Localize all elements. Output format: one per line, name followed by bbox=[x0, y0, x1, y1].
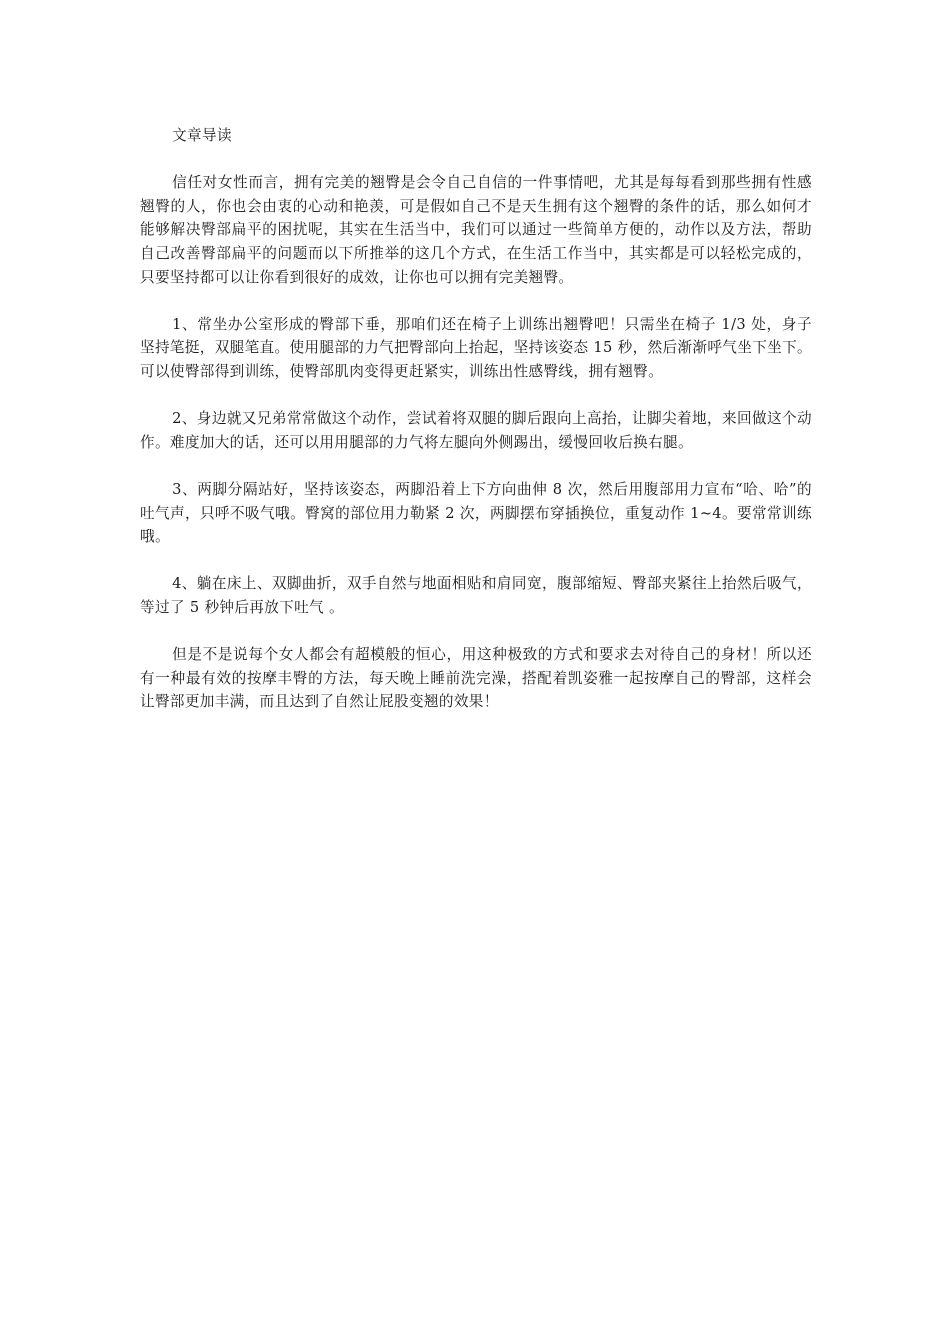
intro-paragraph: 信任对女性而言，拥有完美的翘臀是会令自己自信的一件事情吧，尤其是每每看到那些拥有性感翘臀的人，你也会由衷的心动和艳羡，可是假如自己不是天生拥有这个翘臀的条件的话，那么如何才能够解决臀部扁平的困扰呢，其实在生活当中，我们可以通过一些简单方便的，动作以及方法，帮助自己改善臀部扁平的问题而以下所推举的这几个方式，在生活工作当中，其实都是可以轻松完成的，只要坚持都可以让你看到很好的成效，让你也可以拥有完美翘臀。 bbox=[140, 174, 812, 286]
tip-paragraph-3: 3、两脚分隔站好，坚持该姿态，两脚沿着上下方向曲伸 8 次，然后用腹部用力宣布“哈、哈”的吐气声，只呼不吸气哦。臀窝的部位用力勒紧 2 次，两脚摆布穿插换位，重复动作 1~4。要常常训练哦。 bbox=[140, 480, 812, 546]
tip-paragraph-1: 1、常坐办公室形成的臀部下垂，那咱们还在椅子上训练出翘臀吧！只需坐在椅子 1/3 处，身子坚持笔挺，双腿笔直。使用腿部的力气把臀部向上抬起，坚持该姿态 15 秒，然后渐渐呼气坐下坐下。可以使臀部得到训练，使臀部肌肉变得更赶紧实，训练出性感臀线，拥有翘臀。 bbox=[140, 315, 812, 380]
tip-paragraph-4: 4、躺在床上、双脚曲折，双手自然与地面相贴和肩同宽，腹部缩短、臀部夹紧往上抬然后吸气，等过了 5 秒钟后再放下吐气 。 bbox=[140, 575, 812, 616]
article-heading: 文章导读 bbox=[172, 127, 232, 144]
closing-paragraph: 但是不是说每个女人都会有超模般的恒心，用这种极致的方式和要求去对待自己的身材！所以还有一种最有效的按摩丰臀的方法，每天晚上睡前洗完澡，搭配着凯姿雅一起按摩自己的臀部，这样会让臀部更加丰满，而且达到了自然让屁股变翘的效果！ bbox=[140, 646, 812, 711]
article-body bbox=[140, 124, 812, 737]
tip-paragraph-2: 2、身边就又兄弟常常做这个动作，尝试着将双腿的脚后跟向上高抬，让脚尖着地，来回做这个动作。难度加大的话，还可以用用腿部的力气将左腿向外侧踢出，缓慢回收后换右腿。 bbox=[140, 410, 812, 451]
